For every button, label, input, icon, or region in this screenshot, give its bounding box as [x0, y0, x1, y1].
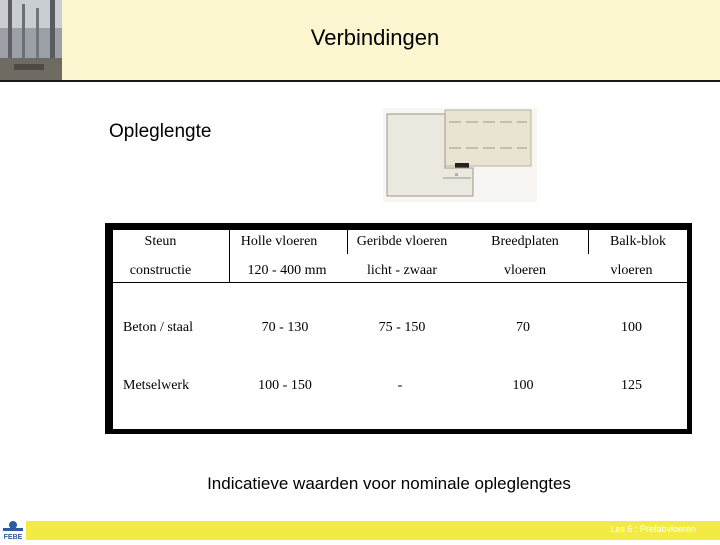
table-cell: 70 - 130 — [261, 320, 309, 335]
table-cell: Metselwerk — [123, 378, 190, 393]
svg-text:FEBE: FEBE — [3, 534, 23, 540]
febe-logo — [0, 519, 26, 540]
table-header-cell: Breedplaten — [491, 234, 559, 249]
footer-bar — [26, 521, 720, 540]
support-diagram — [383, 108, 537, 202]
table-cell: - — [397, 378, 403, 393]
table-header-cell: Holle vloeren — [240, 234, 318, 249]
section-heading: Opleglengte — [109, 121, 212, 142]
header-underline — [113, 282, 687, 283]
header-rule — [0, 80, 720, 82]
table-cell: 125 — [621, 378, 642, 393]
table-header-cell: 120 - 400 mm — [247, 263, 327, 278]
table-header-cell: Balk-blok — [610, 234, 666, 249]
footer-text: Les 6 : Prefabvloeren — [610, 524, 696, 534]
table-cell: Beton / staal — [123, 320, 193, 335]
table-header-cell: Geribde vloeren — [356, 234, 448, 249]
table-caption: Indicatieve waarden voor nominale opleglengtes — [207, 474, 571, 493]
table-cell: 100 — [512, 378, 534, 393]
table-cell: 100 - 150 — [258, 378, 312, 393]
svg-text:a: a — [455, 172, 458, 178]
table-header-cell: vloeren — [610, 263, 653, 278]
table-cell: 70 — [516, 320, 530, 335]
table-header-cell: Steun — [144, 234, 177, 249]
table-cell: 100 — [621, 320, 642, 335]
table-cell: 75 - 150 — [378, 320, 426, 335]
table-header-cell: vloeren — [504, 263, 546, 278]
table-header-cell: constructie — [129, 263, 192, 278]
table-header-cell: licht - zwaar — [367, 263, 437, 278]
slide-title: Verbindingen — [310, 25, 440, 50]
